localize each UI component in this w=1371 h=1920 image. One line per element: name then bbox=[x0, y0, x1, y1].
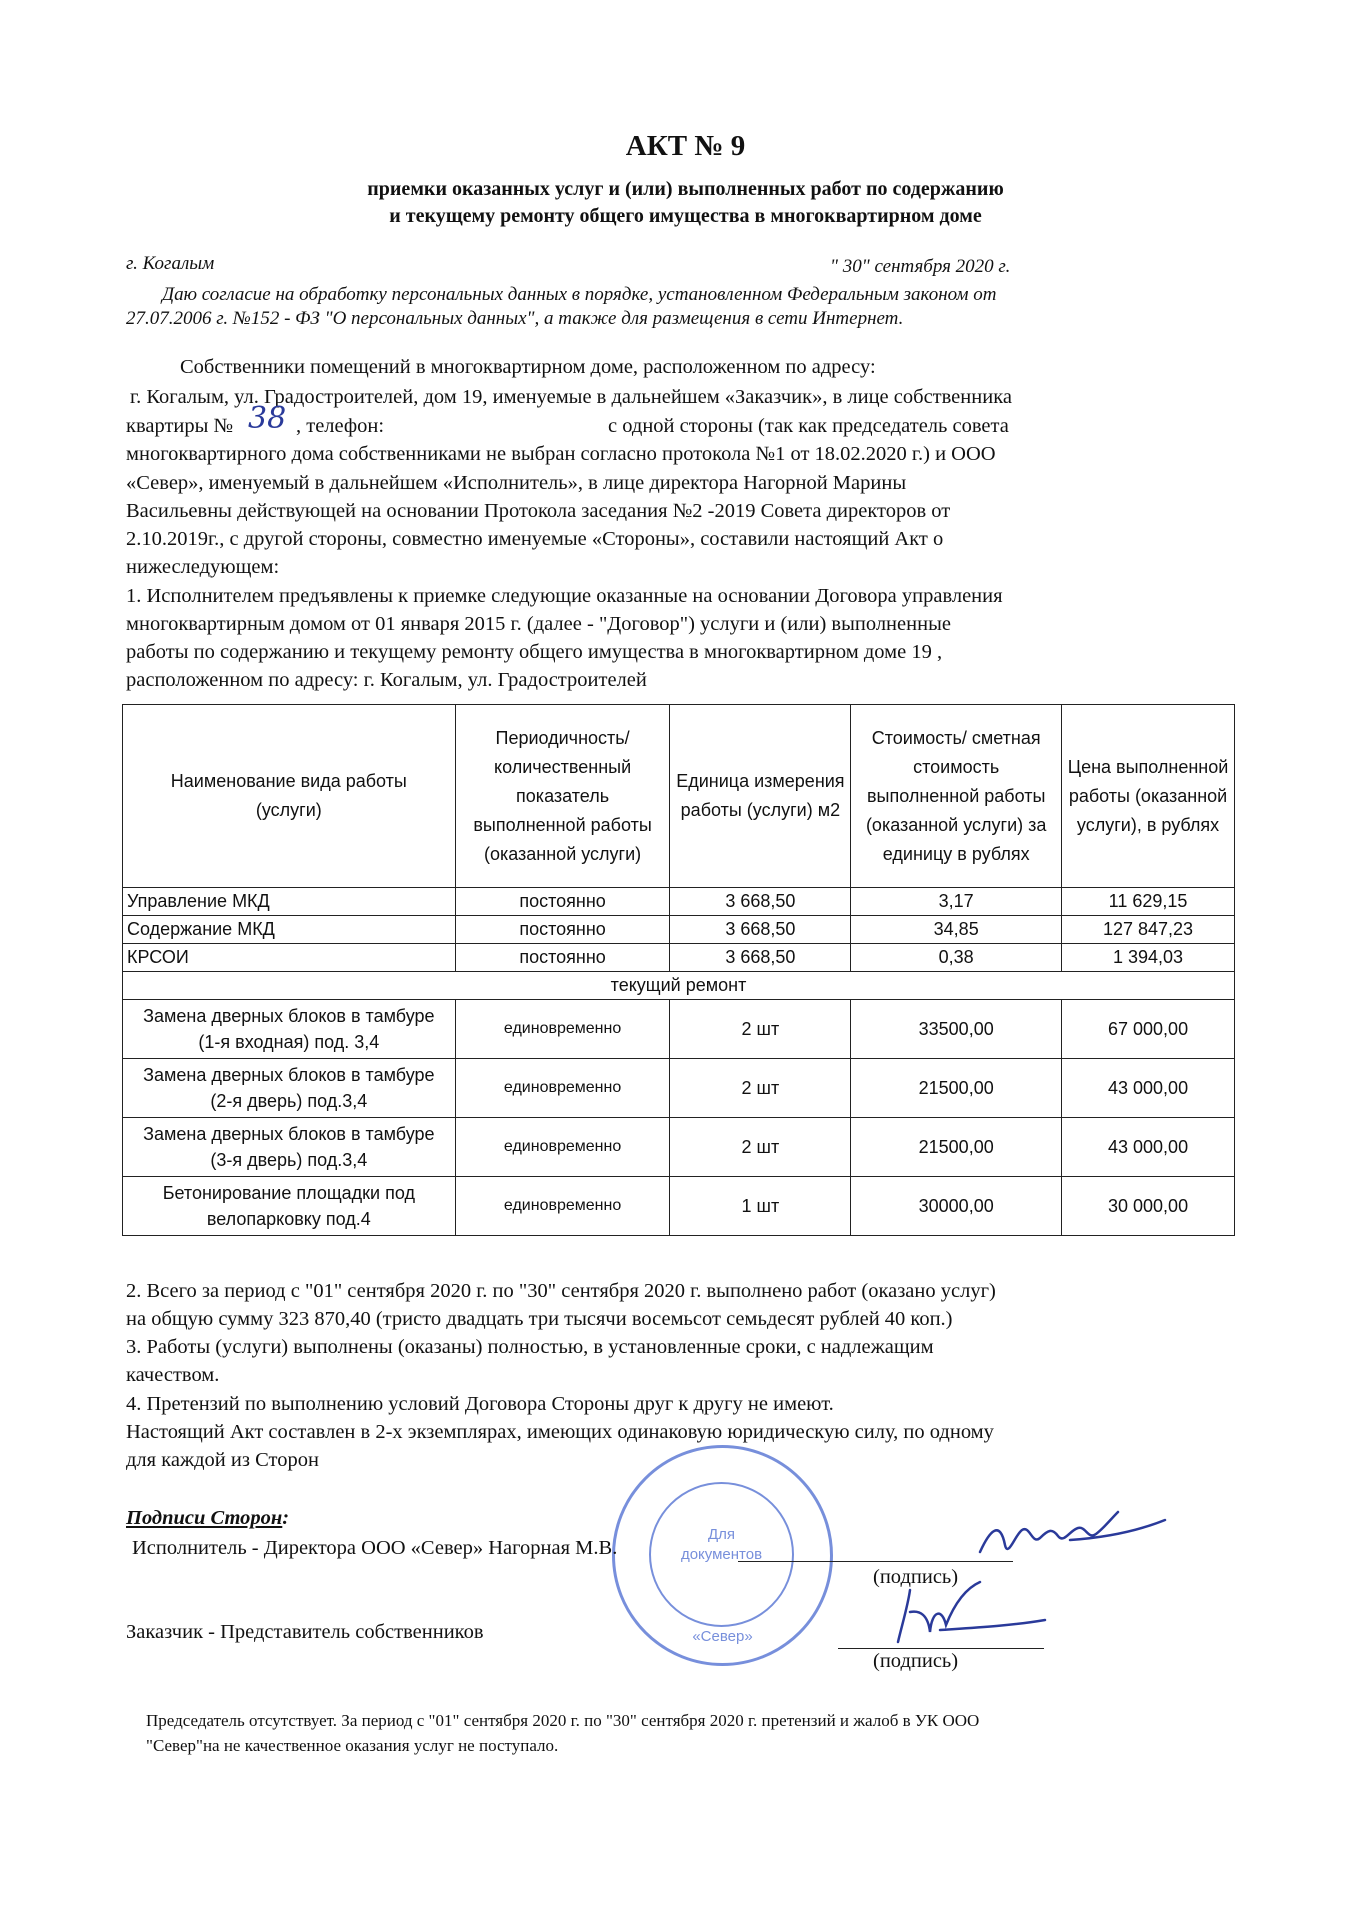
cell-periodicity: единовременно bbox=[455, 1000, 670, 1059]
closing-line1: 2. Всего за период с "01" сентября 2020 г. по "30" сентября 2020 г. выполнено работ (оказано услуг) bbox=[126, 1280, 996, 1302]
closing-line5: 4. Претензий по выполнению условий Договора Стороны друг к другу не имеют. bbox=[126, 1393, 834, 1415]
intro-line3a: квартиры № bbox=[126, 415, 234, 437]
cell-price: 127 847,23 bbox=[1062, 916, 1235, 944]
stamp-text-bottom: «Север» bbox=[692, 1628, 753, 1645]
cell-price: 30 000,00 bbox=[1062, 1177, 1235, 1236]
closing-line2: на общую сумму 323 870,40 (тристо двадцать три тысячи восемьсот семьдесят рублей 40 коп.) bbox=[126, 1308, 953, 1330]
cell-unit-cost: 30000,00 bbox=[851, 1177, 1062, 1236]
header-unit: Единица измерения работы (услуги) м2 bbox=[670, 705, 851, 888]
table-section-row bbox=[123, 972, 1235, 1000]
organization-stamp bbox=[612, 1445, 833, 1666]
section-label: текущий ремонт bbox=[123, 972, 1235, 1000]
cell-price: 43 000,00 bbox=[1062, 1059, 1235, 1118]
cell-unit: 2 шт bbox=[670, 1059, 851, 1118]
header-name: Наименование вида работы (услуги) bbox=[123, 705, 456, 888]
intro-line6: Васильевны действующей на основании Протокола заседания №2 -2019 Совета директоров от bbox=[126, 500, 951, 522]
table-row bbox=[123, 1118, 1235, 1177]
document-subtitle-line2: и текущему ремонту общего имущества в многоквартирном доме bbox=[389, 205, 982, 227]
cell-unit: 3 668,50 bbox=[670, 944, 851, 972]
consent-line1: Даю согласие на обработку персональных данных в порядке, установленном Федеральным законом от bbox=[162, 284, 997, 305]
cell-name: Управление МКД bbox=[123, 888, 456, 916]
intro-line5: «Север», именуемый в дальнейшем «Исполнитель», в лице директора Нагорной Марины bbox=[126, 472, 907, 494]
signatures-heading bbox=[126, 1507, 289, 1530]
header-periodicity: Периодичность/ количественный показатель выполненной работы (оказанной услуги) bbox=[455, 705, 670, 888]
intro-line8: нижеследующем: bbox=[126, 556, 280, 578]
closing-line4: качеством. bbox=[126, 1364, 220, 1386]
table-row bbox=[123, 916, 1235, 944]
cell-periodicity: постоянно bbox=[455, 888, 670, 916]
note-line2: "Север"на не качественное оказания услуг не поступало. bbox=[146, 1736, 559, 1755]
executor-line: Исполнитель - Директора ООО «Север» Нагорная М.В. bbox=[132, 1537, 618, 1559]
customer-signature-icon bbox=[880, 1570, 1060, 1655]
cell-name: Бетонирование площадки под велопарковку под.4 bbox=[123, 1177, 456, 1236]
note-line1: Председатель отсутствует. За период с "01" сентября 2020 г. по "30" сентября 2020 г. претензий и жалоб в УК ООО bbox=[146, 1711, 980, 1730]
clause1-line4: расположенном по адресу: г. Когалым, ул. Градостроителей bbox=[126, 669, 647, 691]
table-row bbox=[123, 1000, 1235, 1059]
cell-price: 43 000,00 bbox=[1062, 1118, 1235, 1177]
cell-unit-cost: 21500,00 bbox=[851, 1118, 1062, 1177]
intro-line4: многоквартирного дома собственниками не выбран согласно протокола №1 от 18.02.2020 г.) и ООО bbox=[126, 443, 996, 465]
cell-unit: 3 668,50 bbox=[670, 888, 851, 916]
intro-line7: 2.10.2019г., с другой стороны, совместно именуемые «Стороны», составили настоящий Акт о bbox=[126, 528, 944, 550]
table-row bbox=[123, 1177, 1235, 1236]
cell-name: Замена дверных блоков в тамбуре (3-я дверь) под.3,4 bbox=[123, 1118, 456, 1177]
clause1-line1: 1. Исполнителем предъявлены к приемке следующие оказанные на основании Договора управления bbox=[126, 585, 1003, 607]
header-unit-cost: Стоимость/ сметная стоимость выполненной работы (оказанной услуги) за единицу в рублях bbox=[851, 705, 1062, 888]
cell-periodicity: единовременно bbox=[455, 1059, 670, 1118]
cell-periodicity: единовременно bbox=[455, 1177, 670, 1236]
executor-sign-label: (подпись) bbox=[873, 1566, 959, 1588]
cell-periodicity: постоянно bbox=[455, 916, 670, 944]
clause1-line2: многоквартирным домом от 01 января 2015 г. (далее - "Договор") услуги и (или) выполненные bbox=[126, 613, 951, 635]
table-row bbox=[123, 1059, 1235, 1118]
cell-unit: 2 шт bbox=[670, 1118, 851, 1177]
document-date: " 30" сентября 2020 г. bbox=[830, 256, 1011, 277]
intro-line3b: , телефон: bbox=[296, 415, 385, 437]
cell-name: Замена дверных блоков в тамбуре (2-я дверь) под.3,4 bbox=[123, 1059, 456, 1118]
closing-line6: Настоящий Акт составлен в 2-х экземплярах, имеющих одинаковую юридическую силу, по одному bbox=[126, 1421, 994, 1443]
cell-unit-cost: 0,38 bbox=[851, 944, 1062, 972]
cell-unit-cost: 3,17 bbox=[851, 888, 1062, 916]
intro-line3c: с одной стороны (так как председатель совета bbox=[608, 415, 1009, 437]
stamp-text-line2: документов bbox=[680, 1546, 763, 1563]
table-row bbox=[123, 944, 1235, 972]
customer-sign-label: (подпись) bbox=[873, 1650, 959, 1672]
cell-name: КРСОИ bbox=[123, 944, 456, 972]
cell-unit-cost: 21500,00 bbox=[851, 1059, 1062, 1118]
cell-periodicity: единовременно bbox=[455, 1118, 670, 1177]
cell-price: 67 000,00 bbox=[1062, 1000, 1235, 1059]
stamp-inner-ring bbox=[649, 1482, 794, 1627]
customer-line: Заказчик - Представитель собственников bbox=[126, 1621, 484, 1643]
cell-name: Замена дверных блоков в тамбуре (1-я входная) под. 3,4 bbox=[123, 1000, 456, 1059]
cell-periodicity: постоянно bbox=[455, 944, 670, 972]
clause1-line3: работы по содержанию и текущему ремонту общего имущества в многоквартирном доме 19 , bbox=[126, 641, 943, 663]
closing-line3: 3. Работы (услуги) выполнены (оказаны) полностью, в установленные сроки, с надлежащим bbox=[126, 1336, 934, 1358]
signatures-heading-colon: : bbox=[282, 1507, 290, 1529]
cell-price: 1 394,03 bbox=[1062, 944, 1235, 972]
stamp-text-line1: Для bbox=[707, 1526, 736, 1543]
intro-line2: г. Когалым, ул. Градостроителей, дом 19, именуемые в дальнейшем «Заказчик», в лице собственника bbox=[130, 386, 1012, 408]
cell-unit: 3 668,50 bbox=[670, 916, 851, 944]
city: г. Когалым bbox=[126, 253, 215, 274]
header-price: Цена выполненной работы (оказанной услуги), в рублях bbox=[1062, 705, 1235, 888]
cell-price: 11 629,15 bbox=[1062, 888, 1235, 916]
cell-unit: 2 шт bbox=[670, 1000, 851, 1059]
cell-unit-cost: 33500,00 bbox=[851, 1000, 1062, 1059]
cell-unit: 1 шт bbox=[670, 1177, 851, 1236]
apartment-number-handwritten: 38 bbox=[248, 401, 287, 436]
table-row bbox=[123, 888, 1235, 916]
executor-signature-icon bbox=[960, 1490, 1170, 1570]
document-subtitle-line1: приемки оказанных услуг и (или) выполненных работ по содержанию bbox=[367, 178, 1004, 200]
cell-name: Содержание МКД bbox=[123, 916, 456, 944]
consent-line2: 27.07.2006 г. №152 - ФЗ "О персональных данных", а также для размещения в сети Интернет. bbox=[126, 308, 904, 329]
table-header-row bbox=[123, 705, 1235, 888]
closing-line7: для каждой из Сторон bbox=[126, 1449, 319, 1471]
works-table bbox=[122, 704, 1235, 1236]
document-title: АКТ № 9 bbox=[625, 130, 746, 162]
cell-unit-cost: 34,85 bbox=[851, 916, 1062, 944]
signatures-heading-text: Подписи Сторон bbox=[126, 1507, 283, 1529]
intro-line1: Собственники помещений в многоквартирном доме, расположенном по адресу: bbox=[180, 356, 876, 378]
